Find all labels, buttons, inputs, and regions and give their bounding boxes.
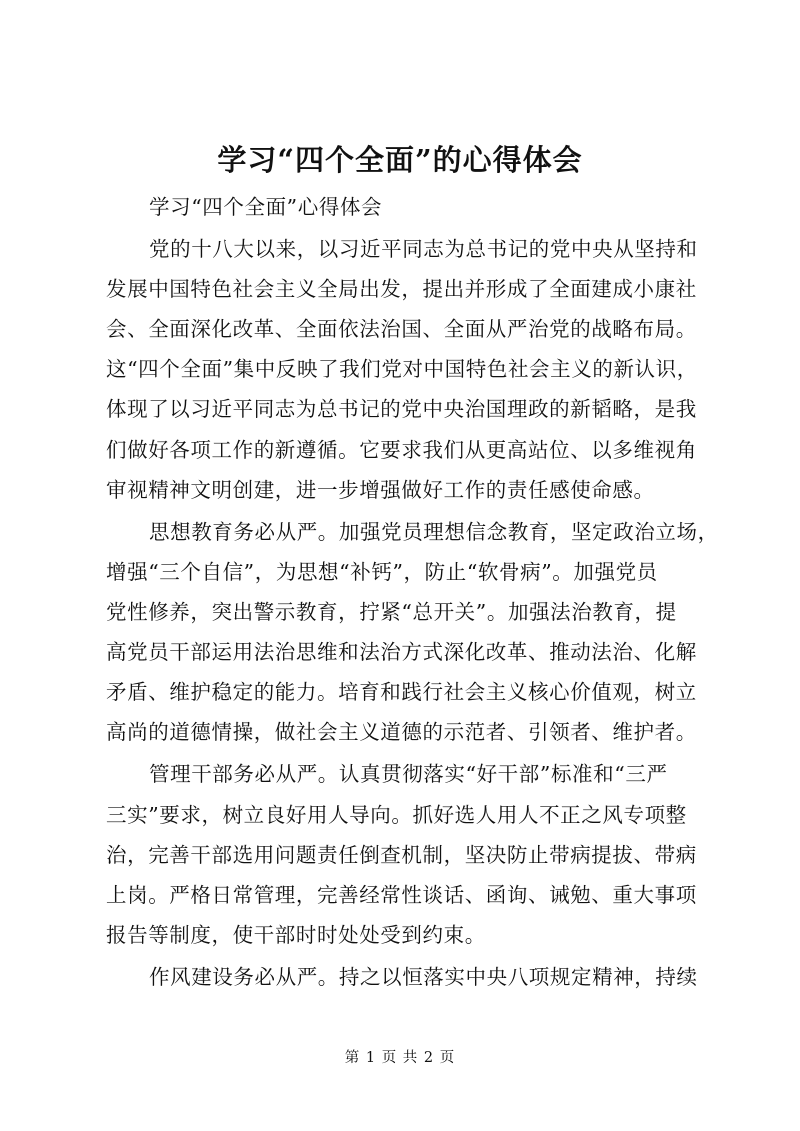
- text-line: 审视精神文明创建，进一步增强做好工作的责任感使命感。: [106, 478, 655, 502]
- text-line: 体现了以习近平同志为总书记的党中央治国理政的新韬略，是我: [106, 397, 697, 421]
- text-line: 管理干部务必从严。认真贯彻落实“好干部”标准和“三严: [149, 762, 668, 786]
- text-line: 高尚的道德情操，做社会主义道德的示范者、引领者、维护者。: [106, 720, 697, 744]
- page-footer: 第 1 页 共 2 页: [344, 1050, 456, 1066]
- text-line: 报告等制度，使干部时时处处受到约束。: [106, 923, 486, 947]
- text-line: 会、全面深化改革、全面依法治国、全面从严治党的战略布局。: [106, 317, 697, 341]
- text-line: 们做好各项工作的新遵循。它要求我们从更高站位、以多维视角: [106, 438, 697, 462]
- text-line: 党性修养，突出警示教育，拧紧“总开关”。加强法治教育，提: [106, 600, 677, 624]
- text-line: 三实”要求，树立良好用人导向。抓好选人用人不正之风专项整: [106, 803, 687, 827]
- text-line: 高党员干部运用法治思维和法治方式深化改革、推动法治、化解: [106, 640, 697, 664]
- subtitle-line: 学习“四个全面”心得体会: [149, 195, 383, 219]
- text-line: 矛盾、维护稳定的能力。培育和践行社会主义核心价值观，树立: [106, 680, 697, 704]
- text-line: 治，完善干部选用问题责任倒查机制，坚决防止带病提拔、带病: [106, 843, 697, 867]
- text-line: 作风建设务必从严。持之以恒落实中央八项规定精神，持续: [149, 965, 698, 989]
- text-line: 增强“三个自信”，为思想“补钙”，防止“软骨病”。加强党员: [106, 560, 658, 584]
- text-line: 发展中国特色社会主义全局出发，提出并形成了全面建成小康社: [106, 277, 697, 301]
- text-line: 上岗。严格日常管理，完善经常性谈话、函询、诫勉、重大事项: [106, 883, 697, 907]
- text-line: 这“四个全面”集中反映了我们党对中国特色社会主义的新认识，: [106, 357, 698, 381]
- text-line: 思想教育务必从严。加强党员理想信念教育，坚定政治立场，: [149, 520, 719, 544]
- text-line: 党的十八大以来，以习近平同志为总书记的党中央从坚持和: [149, 237, 698, 261]
- document-title: 学习“四个全面”的心得体会: [217, 143, 583, 177]
